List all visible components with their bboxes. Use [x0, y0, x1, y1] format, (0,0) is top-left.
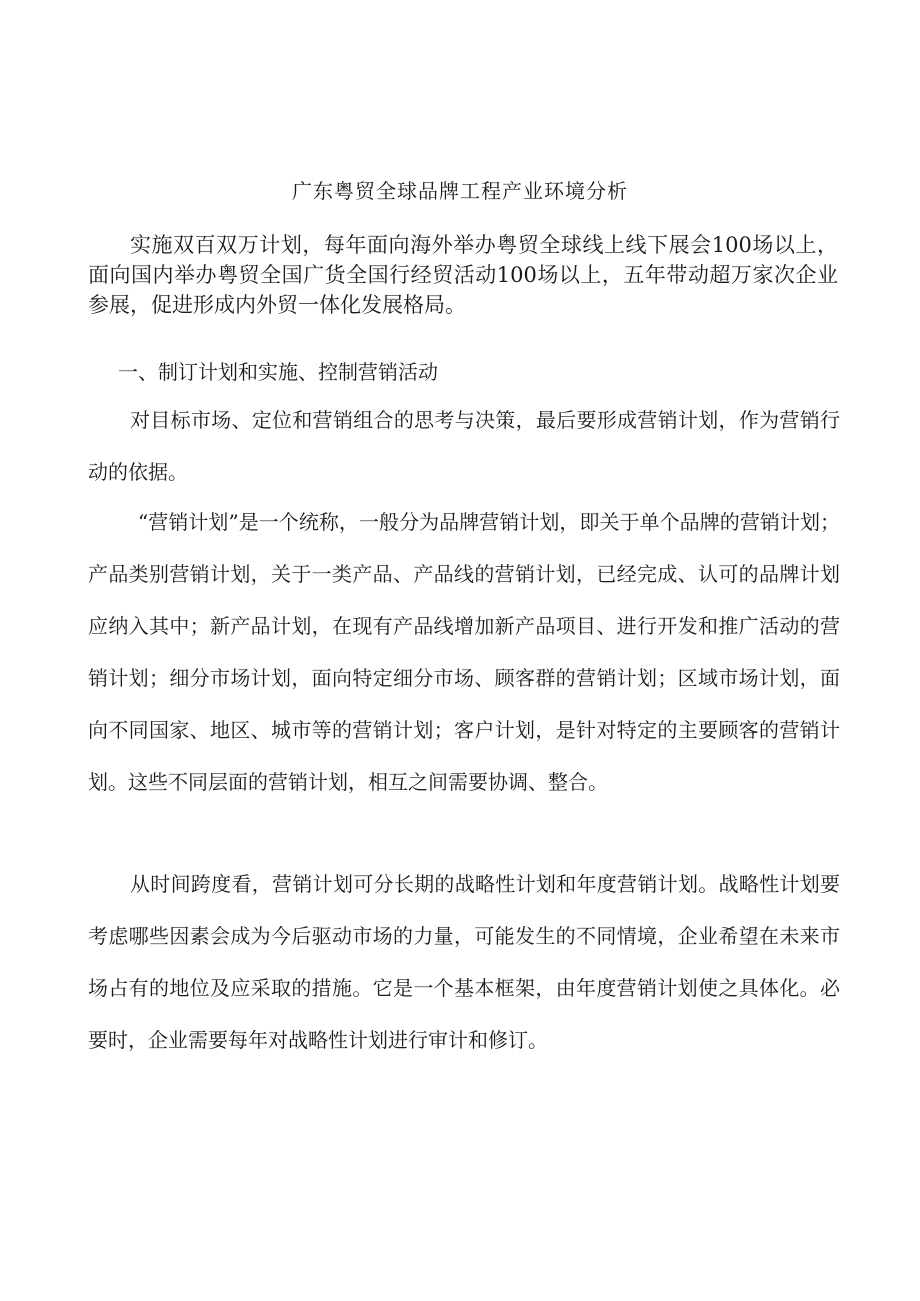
intro-paragraph: 实施双百双万计划，每年面向海外举办粤贸全球线上线下展会100场以上，面向国内举办粤贸全国广货全国行经贸活动100场以上，五年带动超万家次企业参展，促进形成内外贸一体化发展格局。 — [88, 233, 838, 317]
body-paragraph-2: “营销计划”是一个统称，一般分为品牌营销计划，即关于单个品牌的营销计划；产品类别营销计划，关于一类产品、产品线的营销计划，已经完成、认可的品牌计划应纳入其中；新产品计划，在现有产品线增加新产品项目、进行开发和推广活动的营销计划；细分市场计划，面向特定细分市场、顾客群的营销计划；区域市场计划，面向不同国家、地区、城市等的营销计划；客户计划，是针对特定的主要顾客的营销计划。这些不同层面的营销计划，相互之间需要协调、整合。 — [88, 510, 840, 794]
body-paragraph-3: 从时间跨度看，营销计划可分长期的战略性计划和年度营销计划。战略性计划要考虑哪些因素会成为今后驱动市场的力量，可能发生的不同情境，企业希望在未来市场占有的地位及应采取的措施。它是一个基本框架，由年度营销计划使之具体化。必要时，企业需要每年对战略性计划进行审计和修订。 — [88, 872, 840, 1052]
section-heading: 一、制订计划和实施、控制营销活动 — [118, 360, 438, 384]
body-paragraph-1: 对目标市场、定位和营销组合的思考与决策，最后要形成营销计划，作为营销行动的依据。 — [88, 408, 840, 484]
document-title: 广东粤贸全球品牌工程产业环境分析 — [292, 179, 628, 203]
